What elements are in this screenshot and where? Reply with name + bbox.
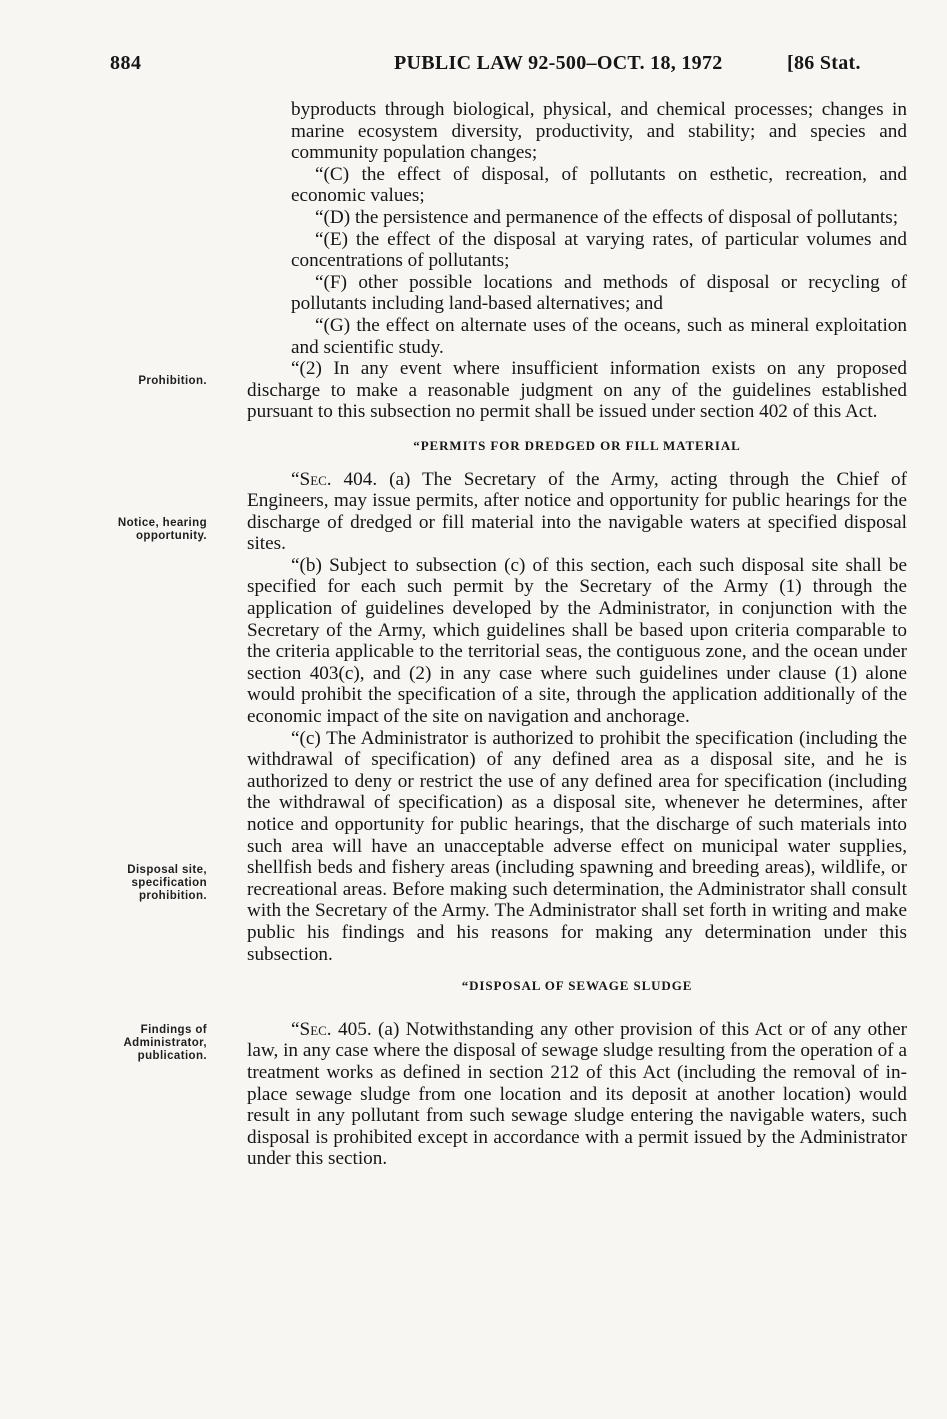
paragraph-sec-404-b: “(b) Subject to subsection (c) of this section, each such disposal site shall be specified for each such permit by the Secretary of the Army (1) through the application of guidelines developed by the Administrator, in conjunction with the Secretary of the Army, which guidelines shall be based upon criteria comparable to the criteria applicable to the territorial seas, the contiguous zone, and the ocean under section 403(c), and (2) in any case where such guidelines under clause (1) alone would prohibit the specification of a site, through the application additionally of the economic impact of the site on navigation and anchorage. bbox=[247, 554, 907, 728]
section-label-405: “Sec. bbox=[291, 1018, 332, 1040]
paragraph-subsection-2: “(2) In any event where insufficient information exists on any proposed discharge to make a reasonable judgment on any of the guidelines established pursuant to this subsection no permit shall be issued under section 402 of this Act. bbox=[247, 358, 907, 423]
section-heading-405: “DISPOSAL OF SEWAGE SLUDGE bbox=[461, 978, 693, 994]
statute-body bbox=[247, 99, 907, 1170]
running-head: PUBLIC LAW 92-500–OCT. 18, 1972 bbox=[394, 52, 723, 74]
paragraph-clause-e: “(E) the effect of the disposal at varying rates, of particular volumes and concentrations of pollutants; bbox=[291, 228, 907, 272]
paragraph-sec-405-a-text: 405. (a) Notwithstanding any other provision of this Act or of any other law, in any case where the disposal of sewage sludge resulting from the operation of a treatment works as defined in section 212 of this Act (including the removal of in-place sewage sludge from one location and its deposit at another location) would result in any pollutant from such sewage sludge entering the navigable waters, such disposal is prohibited except in accordance with a permit issued by the Administrator under this section. bbox=[247, 1018, 907, 1170]
page-header bbox=[0, 52, 947, 82]
paragraph-sec-404-a-text: 404. (a) The Secretary of the Army, acting through the Chief of Engineers, may issue permits, after notice and opportunity for public hearings for the discharge of dredged or fill material into the navigable waters at specified disposal sites. bbox=[247, 468, 907, 555]
paragraph-byproducts: byproducts through biological, physical, and chemical processes; changes in marine ecosystem diversity, productivity, and stability; and species and community population changes; bbox=[291, 99, 907, 164]
paragraph-clause-f: “(F) other possible locations and methods of disposal or recycling of pollutants including land-based alternatives; and bbox=[291, 271, 907, 315]
margin-note-prohibition: Prohibition. bbox=[138, 375, 207, 387]
margin-note-findings: Findings of Administrator, publication. bbox=[123, 1024, 207, 1062]
section-heading-404: “PERMITS FOR DREDGED OR FILL MATERIAL bbox=[413, 437, 741, 453]
paragraph-sec-405-a bbox=[247, 1019, 907, 1170]
margin-note-disposal-site: Disposal site, specification prohibition. bbox=[127, 864, 207, 902]
paragraph-clause-g: “(G) the effect on alternate uses of the oceans, such as mineral exploitation and scientific study. bbox=[291, 314, 907, 358]
margin-note-notice-hearing: Notice, hearing opportunity. bbox=[117, 517, 207, 542]
statute-reference: [86 Stat. bbox=[787, 52, 861, 74]
section-label-404: “Sec. bbox=[291, 468, 332, 490]
page-number: 884 bbox=[110, 52, 142, 74]
paragraph-clause-c: “(C) the effect of disposal, of pollutants on esthetic, recreation, and economic values; bbox=[291, 163, 907, 207]
paragraph-clause-d: “(D) the persistence and permanence of the effects of disposal of pollutants; bbox=[315, 206, 899, 228]
paragraph-sec-404-a bbox=[247, 469, 907, 555]
paragraph-sec-404-c: “(c) The Administrator is authorized to prohibit the specification (including the withdrawal of specification) of any defined area as a disposal site, and he is authorized to deny or restrict the use of any defined area for specification (including the withdrawal of specification) as a disposal site, whenever he determines, after notice and opportunity for public hearings, that the discharge of such materials into such area will have an unacceptable adverse effect on municipal water supplies, shellfish beds and fishery areas (including spawning and breeding areas), wildlife, or recreational areas. Before making such determination, the Administrator shall consult with the Secretary of the Army. The Administrator shall set forth in writing and make public his findings and his reasons for making any determination under this subsection. bbox=[247, 727, 907, 965]
